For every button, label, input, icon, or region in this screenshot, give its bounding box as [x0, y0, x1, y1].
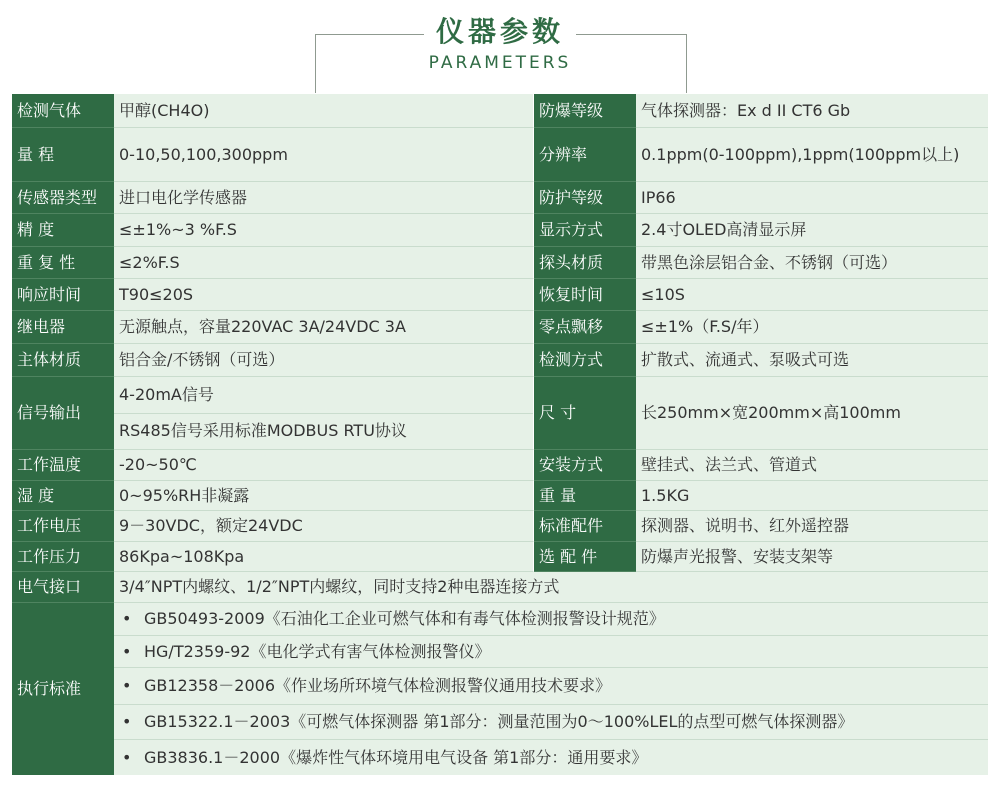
row-label: 主体材质 — [12, 344, 114, 377]
list-item — [114, 705, 988, 740]
standard-text: GB3836.1－2000《爆炸性气体环境用电气设备 第1部分：通用要求》 — [144, 747, 648, 767]
row-value: IP66 — [636, 182, 988, 214]
parameters-table — [12, 94, 988, 775]
row-value: ≤2%F.S — [114, 247, 534, 279]
row-label: 分辨率 — [534, 128, 636, 182]
table-row — [12, 182, 988, 214]
row-value: 3/4″NPT内螺纹、1/2″NPT内螺纹，同时支持2种电器连接方式 — [114, 572, 988, 603]
standard-text: GB50493-2009《石油化工企业可燃气体和有毒气体检测报警设计规范》 — [144, 609, 665, 628]
signal-line: RS485信号采用标准MODBUS RTU协议 — [119, 421, 407, 441]
row-label: 标准配件 — [534, 511, 636, 542]
row-value: 进口电化学传感器 — [114, 182, 534, 214]
table-row — [12, 247, 988, 279]
row-label: 工作压力 — [12, 542, 114, 572]
standard-text: HG/T2359-92《电化学式有害气体检测报警仪》 — [144, 641, 491, 661]
row-label: 继电器 — [12, 311, 114, 344]
row-value: 带黑色涂层铝合金、不锈钢（可选） — [636, 247, 988, 279]
bullet: • — [122, 641, 132, 661]
table-row — [12, 450, 988, 481]
row-label: 尺 寸 — [534, 377, 636, 450]
row-label: 传感器类型 — [12, 182, 114, 214]
row-label: 执行标准 — [12, 603, 114, 775]
row-label: 工作温度 — [12, 450, 114, 481]
row-value: 86Kpa~108Kpa — [114, 542, 534, 572]
row-value: 0-10,50,100,300ppm — [114, 128, 534, 182]
row-value: ≤±1%~3 %F.S — [114, 214, 534, 247]
list-item — [114, 636, 988, 668]
row-value: T90≤20S — [114, 279, 534, 311]
bullet: • — [122, 712, 132, 731]
row-label: 防护等级 — [534, 182, 636, 214]
list-item — [114, 740, 988, 775]
row-label: 信号输出 — [12, 377, 114, 450]
table-row — [12, 311, 988, 344]
row-value: 0~95%RH非凝露 — [114, 481, 534, 511]
row-value: 0.1ppm(0-100ppm),1ppm(100ppm以上) — [636, 128, 988, 182]
page-subtitle: PARAMETERS — [428, 53, 572, 73]
row-label: 探头材质 — [534, 247, 636, 279]
table-row — [12, 279, 988, 311]
standard-text: GB12358－2006《作业场所环境气体检测报警仪通用技术要求》 — [144, 676, 611, 695]
row-label: 重 复 性 — [12, 247, 114, 279]
table-row — [12, 214, 988, 247]
row-value: 探测器、说明书、红外遥控器 — [636, 511, 988, 542]
row-label: 检测气体 — [12, 94, 114, 128]
row-value: 扩散式、流通式、泵吸式可选 — [636, 344, 988, 377]
row-label: 电气接口 — [12, 572, 114, 603]
row-value: 无源触点，容量220VAC 3A/24VDC 3A — [114, 311, 534, 344]
row-value: 1.5KG — [636, 481, 988, 511]
row-label: 防爆等级 — [534, 94, 636, 128]
row-value: 甲醇(CH4O) — [114, 94, 534, 128]
row-label: 量 程 — [12, 128, 114, 182]
row-value: 壁挂式、法兰式、管道式 — [636, 450, 988, 481]
row-label: 显示方式 — [534, 214, 636, 247]
row-label: 精 度 — [12, 214, 114, 247]
signal-values — [114, 377, 534, 450]
standards-list — [114, 603, 988, 775]
table-row — [12, 481, 988, 511]
row-value: 铝合金/不锈钢（可选） — [114, 344, 534, 377]
bullet: • — [122, 747, 132, 767]
row-value: 9－30VDC，额定24VDC — [114, 511, 534, 542]
row-label: 响应时间 — [12, 279, 114, 311]
row-label: 恢复时间 — [534, 279, 636, 311]
row-label: 安装方式 — [534, 450, 636, 481]
row-value: ≤±1%（F.S/年） — [636, 311, 988, 344]
row-label: 零点飘移 — [534, 311, 636, 344]
bullet: • — [122, 676, 132, 695]
row-label: 湿 度 — [12, 481, 114, 511]
table-row — [12, 94, 988, 128]
row-label: 重 量 — [534, 481, 636, 511]
row-value: 气体探测器：Ex d II CT6 Gb — [636, 94, 988, 128]
row-value: ≤10S — [636, 279, 988, 311]
table-row-signal — [12, 377, 988, 450]
table-row — [12, 511, 988, 542]
bullet: • — [122, 609, 132, 628]
row-value: 长250mm×宽200mm×高100mm — [636, 377, 988, 450]
table-row-standards — [12, 603, 988, 775]
row-value: -20~50℃ — [114, 450, 534, 481]
row-label: 选 配 件 — [534, 542, 636, 572]
table-row-interface — [12, 572, 988, 603]
row-value: 2.4寸OLED高清显示屏 — [636, 214, 988, 247]
standard-text: GB15322.1－2003《可燃气体探测器 第1部分：测量范围为0～100%LEL的点型可燃气体探测器》 — [144, 712, 854, 731]
page-title: 仪器参数 — [0, 10, 1000, 50]
signal-line: 4-20mA信号 — [114, 377, 533, 414]
list-item — [114, 603, 988, 636]
list-item — [114, 668, 988, 705]
table-row — [12, 344, 988, 377]
row-value: 防爆声光报警、安装支架等 — [636, 542, 988, 572]
row-label: 检测方式 — [534, 344, 636, 377]
table-row — [12, 542, 988, 572]
table-row — [12, 128, 988, 182]
row-label: 工作电压 — [12, 511, 114, 542]
